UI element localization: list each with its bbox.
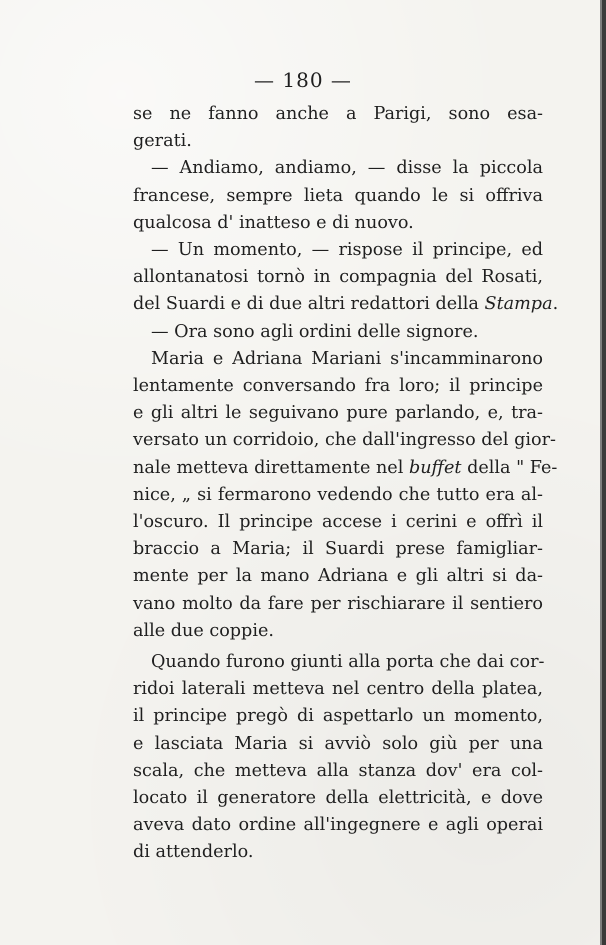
text-line: — Andiamo, andiamo, — disse la piccola xyxy=(151,158,543,179)
text-line: e lasciata Maria si avviò solo giù per una xyxy=(133,733,543,754)
text-line-mixed xyxy=(133,455,558,482)
text-line: Maria e Adriana Mariani s'incamminarono xyxy=(151,348,543,369)
text-line: — Un momento, — rispose il principe, ed xyxy=(151,240,543,261)
paragraph-5 xyxy=(133,346,558,645)
paragraph-4 xyxy=(133,319,543,346)
text-line: nice, „ si fermarono vedendo che tutto era al- xyxy=(133,484,543,505)
italic-title: Stampa xyxy=(484,294,553,315)
text-line: ridoi laterali metteva nel centro della platea, xyxy=(133,679,543,700)
text-line: versato un corridoio, che dall'ingresso del gior- xyxy=(133,430,556,451)
text-line: braccio a Maria; il Suardi prese famigliar- xyxy=(133,539,543,560)
paragraph-2 xyxy=(133,155,543,237)
paragraph-6 xyxy=(133,649,543,867)
text-line: locato il generatore della elettricità, e dove xyxy=(133,788,543,809)
text-fragment: del Suardi e di due altri redattori della xyxy=(133,294,479,315)
text-line: di attenderlo. xyxy=(133,842,254,863)
text-line: scala, che metteva alla stanza dov' era col- xyxy=(133,760,543,781)
text-fragment: . xyxy=(552,294,559,315)
text-line-mixed xyxy=(133,291,559,318)
text-fragment: nale metteva direttamente nel xyxy=(133,457,404,478)
text-line: lentamente conversando fra loro; il principe xyxy=(133,376,543,397)
italic-word: buffet xyxy=(408,457,462,478)
text-line: allontanatosi tornò in compagnia del Rosati, xyxy=(133,267,543,288)
text-fragment: della " Fe- xyxy=(467,457,558,478)
page-edge-shadow xyxy=(596,0,606,945)
paragraph-1 xyxy=(133,101,543,155)
page-number: — 180 — xyxy=(254,68,352,92)
text-line: — Ora sono agli ordini delle signore. xyxy=(151,321,479,342)
text-line: e gli altri le seguivano pure parlando, e, tra- xyxy=(133,403,543,424)
text-line: alle due coppie. xyxy=(133,620,274,641)
body-text xyxy=(133,101,559,867)
text-line: aveva dato ordine all'ingegnere e agli operai xyxy=(133,815,543,836)
text-line: gerati. xyxy=(133,131,192,152)
text-line: se ne fanno anche a Parigi, sono esa- xyxy=(133,104,543,124)
text-line: l'oscuro. Il principe accese i cerini e offrì il xyxy=(133,512,543,533)
text-line: francese, sempre lieta quando le si offriva xyxy=(133,185,543,206)
text-line: il principe pregò di aspettarlo un momento, xyxy=(133,706,543,727)
text-line: qualcosa d' inatteso e di nuovo. xyxy=(133,212,414,233)
text-line: mente per la mano Adriana e gli altri si da- xyxy=(133,566,543,587)
paragraph-3 xyxy=(133,237,559,319)
text-line: vano molto da fare per rischiarare il sentiero xyxy=(133,593,543,614)
text-line: Quando furono giunti alla porta che dai cor- xyxy=(151,652,545,673)
